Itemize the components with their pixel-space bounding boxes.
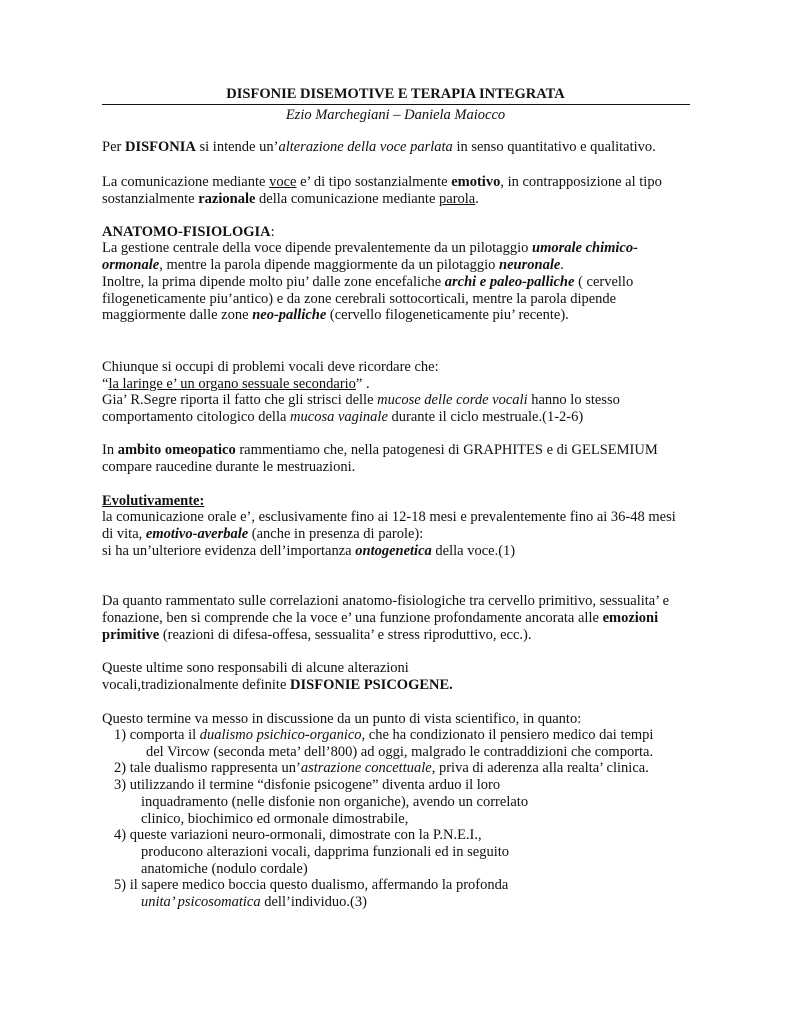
communication-line-1: La comunicazione mediante voce e’ di tipo sostanzialmente emotivo, in contrapposizione al tipo [102, 174, 662, 190]
anatomo-line-5: maggiormente dalle zone neo-palliche (cervello filogeneticamente piu’ recente). [102, 307, 569, 323]
list-item-4-line-1: 4) queste variazioni neuro-ormonali, dimostrate con la P.N.E.I., [114, 827, 482, 843]
psico-line-1: Queste ultime sono responsabili di alcune alterazioni [102, 660, 409, 676]
psico-line-2: vocali,tradizionalmente definite DISFONIE PSICOGENE. [102, 677, 453, 693]
laringe-line-1: Chiunque si occupi di problemi vocali deve ricordare che: [102, 359, 439, 375]
anatomo-line-1: La gestione centrale della voce dipende prevalentemente da un pilotaggio umorale chimico- [102, 240, 638, 256]
anatomo-line-4: filogeneticamente piu’antico) e da zone cerebrali sottocorticali, mentre la parola dipende [102, 291, 617, 307]
list-item-5-line-2: unita’ psicosomatica dell’individuo.(3) [141, 894, 367, 910]
evol-heading: Evolutivamente: [102, 493, 205, 509]
anatomo-line-2: ormonale, mentre la parola dipende maggiormente da un pilotaggio neuronale. [102, 257, 564, 273]
list-item-3-line-3: clinico, biochimico ed ormonale dimostrabile, [141, 811, 409, 827]
laringe-line-4: comportamento citologico della mucosa vaginale durante il ciclo mestruale.(1-2-6) [102, 409, 584, 425]
laringe-line-3: Gia’ R.Segre riporta il fatto che gli strisci delle mucose delle corde vocali hanno lo stesso [102, 392, 620, 408]
corr-line-3: primitive (reazioni di difesa-offesa, sessualita’ e stress riproduttivo, ecc.). [102, 627, 532, 643]
laringe-line-2: “la laringe e’ un organo sessuale secondario” . [102, 376, 370, 392]
list-item-4-line-3: anatomiche (nodulo cordale) [141, 861, 308, 877]
evol-line-2: di vita, emotivo-averbale (anche in presenza di parole): [102, 526, 424, 542]
title-rule [102, 104, 690, 105]
corr-line-2: fonazione, ben si comprende che la voce e’ una funzione profondamente ancorata alle emozioni [102, 610, 659, 626]
omeo-line-2: compare raucedine durante le mestruazioni. [102, 459, 356, 475]
document-title: DISFONIE DISEMOTIVE E TERAPIA INTEGRATA [226, 86, 565, 102]
corr-line-1: Da quanto rammentato sulle correlazioni anatomo-fisiologiche tra cervello primitivo, sessualita’ e [102, 593, 670, 609]
evol-line-3: si ha un’ulteriore evidenza dell’importanza ontogenetica della voce.(1) [102, 543, 516, 559]
list-item-3-line-1: 3) utilizzando il termine “disfonie psicogene” diventa arduo il loro [114, 777, 501, 793]
definition-line: Per DISFONIA si intende un’alterazione della voce parlata in senso quantitativo e qualitativo. [102, 139, 656, 155]
list-item-5-line-1: 5) il sapere medico boccia questo dualismo, affermando la profonda [114, 877, 509, 893]
list-item-4-line-2: producono alterazioni vocali, dapprima funzionali ed in seguito [141, 844, 510, 860]
list-item-3-line-2: inquadramento (nelle disfonie non organiche), avendo un correlato [141, 794, 529, 810]
list-item-2: 2) tale dualismo rappresenta un’astrazione concettuale, priva di aderenza alla realta’ clinica. [114, 760, 649, 776]
list-item-1-line-1: 1) comporta il dualismo psichico-organico, che ha condizionato il pensiero medico dai tempi [114, 727, 654, 743]
anatomo-line-3: Inoltre, la prima dipende molto piu’ dalle zone encefaliche archi e paleo-palliche ( cervello [102, 274, 634, 290]
anatomo-heading: ANATOMO-FISIOLOGIA: [102, 224, 275, 240]
list-item-1-line-2: del Vircow (seconda meta’ dell’800) ad oggi, malgrado le contraddizioni che comporta. [146, 744, 654, 760]
omeo-line-1: In ambito omeopatico rammentiamo che, nella patogenesi di GRAPHITES e di GELSEMIUM [102, 442, 658, 458]
communication-line-2: sostanzialmente razionale della comunicazione mediante parola. [102, 191, 479, 207]
list-intro: Questo termine va messo in discussione da un punto di vista scientifico, in quanto: [102, 711, 582, 727]
authors-line: Ezio Marchegiani – Daniela Maiocco [285, 107, 506, 123]
evol-line-1: la comunicazione orale e’, esclusivamente fino ai 12-18 mesi e prevalentemente fino ai 36-48 mesi [102, 509, 676, 525]
